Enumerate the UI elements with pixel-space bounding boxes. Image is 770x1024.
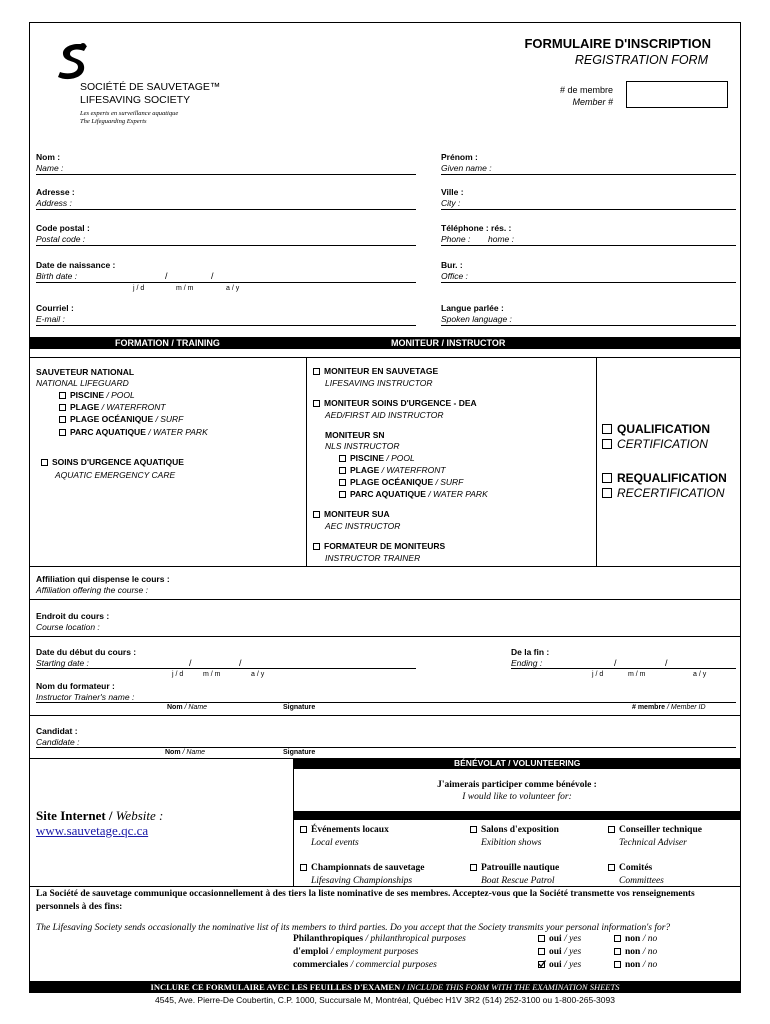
qualification-option[interactable]: QUALIFICATION [602, 422, 710, 436]
privacy-commercial-no[interactable]: non / no [614, 960, 657, 971]
start-date-slash-1: / [189, 658, 192, 668]
given-name-field[interactable] [441, 174, 736, 175]
checkbox-icon[interactable] [300, 826, 307, 833]
postal-code-field[interactable] [36, 245, 416, 246]
birth-date-slash-1: / [165, 271, 168, 281]
privacy-philanthropic-label: Philanthropiques / philanthropical purposes [293, 934, 466, 944]
name-field[interactable] [36, 174, 416, 175]
trainer-name-field[interactable] [36, 702, 736, 703]
birth-date-slash-2: / [211, 271, 214, 281]
home-label: home : [488, 234, 514, 244]
volunteer-local-events[interactable]: Événements locaux [300, 825, 389, 836]
volunteer-question-en: I would like to volunteer for: [462, 792, 572, 802]
birth-date-month-hint: m / m [176, 285, 194, 292]
privacy-employment-label: d'emploi / employment purposes [293, 947, 419, 957]
privacy-philanthropic-no[interactable]: non / no [614, 934, 657, 945]
volunteer-divider-bar [293, 811, 741, 820]
candidate-label-fr: Candidat : [36, 726, 78, 736]
aed-instructor-option[interactable]: MONITEUR SOINS D'URGENCE - DEA [313, 398, 477, 409]
course-location-field[interactable] [29, 636, 741, 637]
birth-date-label: Birth date : [36, 271, 78, 281]
aec-instructor-subtitle: AEC INSTRUCTOR [325, 521, 401, 531]
website-label: Site Internet / Website : [36, 808, 164, 823]
city-field[interactable] [441, 209, 736, 210]
end-date-field[interactable] [511, 668, 736, 669]
checkbox-icon[interactable] [538, 935, 545, 942]
ville-label: Ville : [441, 187, 464, 197]
affiliation-field[interactable] [29, 599, 741, 600]
birth-date-day-hint: j / d [133, 285, 145, 292]
privacy-commercial-label: commerciales / commercial purposes [293, 960, 437, 970]
checkbox-icon[interactable] [313, 368, 320, 375]
footer-bar: INCLURE CE FORMULAIRE AVEC LES FEUILLES D'EXAMEN / INCLUDE THIS FORM WITH THE EXAMINATION SHEETS [29, 982, 741, 993]
aquatic-emergency-care-option[interactable]: SOINS D'URGENCE AQUATIQUE [41, 457, 184, 468]
checkbox-icon[interactable] [313, 400, 320, 407]
formation-training-heading: FORMATION / TRAINING [115, 338, 220, 348]
candidate-signature-caption: Signature [283, 749, 316, 756]
privacy-question-fr: La Société de sauvetage communique occasionnellement à des tiers la liste nominative de ses membres. Acceptez-vous que la Société transmette vos renseignements personnels à des fins: [36, 889, 695, 912]
volunteering-heading: BÉNÉVOLAT / VOLUNTEERING [454, 758, 581, 768]
checkbox-icon[interactable] [602, 424, 612, 434]
training-divider-1 [306, 357, 307, 566]
address-field[interactable] [36, 209, 416, 210]
checkbox-icon[interactable] [339, 479, 346, 486]
course-location-label-fr: Endroit du cours : [36, 611, 110, 621]
checkbox-icon[interactable] [339, 455, 346, 462]
start-day-hint: j / d [172, 671, 184, 678]
aquatic-emergency-care-subtitle: AQUATIC EMERGENCY CARE [55, 470, 176, 480]
trainer-nom-caption: Nom / Name [167, 704, 208, 711]
aec-instructor-option[interactable]: MONITEUR SUA [313, 509, 390, 520]
bur-label: Bur. : [441, 260, 463, 270]
volunteer-bottom-line [29, 886, 741, 887]
volunteer-question-fr: J'aimerais participer comme bénévole : [437, 780, 597, 790]
email-label: E-mail : [36, 314, 65, 324]
trainer-name-label-fr: Nom du formateur : [36, 681, 115, 691]
address-label: Address : [36, 198, 72, 208]
course-location-label-en: Course location : [36, 622, 100, 632]
checkbox-icon[interactable] [614, 935, 621, 942]
checkbox-icon[interactable] [602, 439, 612, 449]
society-logo-icon [56, 42, 90, 80]
training-top-line [29, 357, 741, 358]
affiliation-label-en: Affiliation offering the course : [36, 585, 148, 595]
member-number-label-fr: # de membre [559, 85, 613, 95]
birth-date-year-hint: a / y [226, 285, 240, 292]
privacy-employment-yes[interactable]: oui / yes [538, 947, 581, 958]
lifesaving-instructor-subtitle: LIFESAVING INSTRUCTOR [325, 378, 433, 388]
training-option-waterpark[interactable]: PARC AQUATIQUE / WATER PARK [59, 427, 208, 438]
privacy-employment-no[interactable]: non / no [614, 947, 657, 958]
date-naissance-label: Date de naissance : [36, 260, 116, 270]
code-postal-label: Code postal : [36, 223, 90, 233]
volunteer-exhibition-shows-en: Exibition shows [481, 838, 542, 848]
adresse-label: Adresse : [36, 187, 75, 197]
candidate-field[interactable] [36, 747, 736, 748]
privacy-question-en: The Lifesaving Society sends occasionally the nominative list of its members to third parties. Do you accept that the Society transmits your personal information's for? [36, 923, 671, 933]
instructor-option-waterpark[interactable]: PARC AQUATIQUE / WATER PARK [339, 489, 488, 500]
requalification-option[interactable]: REQUALIFICATION [602, 471, 727, 485]
section-bar [29, 337, 741, 349]
end-date-slash-1: / [614, 658, 617, 668]
office-label: Office : [441, 271, 468, 281]
volunteer-committees-en: Committees [619, 876, 664, 886]
training-bottom-line [29, 566, 741, 567]
volunteer-committees[interactable]: Comités [608, 863, 652, 874]
spoken-language-label: Spoken language : [441, 314, 512, 324]
birth-date-field[interactable] [36, 282, 416, 283]
prenom-label: Prénom : [441, 152, 478, 162]
checkbox-icon[interactable] [59, 429, 66, 436]
national-lifeguard-subtitle: NATIONAL LIFEGUARD [36, 378, 129, 388]
footer-address: 4545, Ave. Pierre-De Coubertin, C.P. 1000, Succursale M, Montréal, Québec H1V 3R2 (514) 252-3100 ou 1-800-265-3093 [155, 995, 615, 1005]
checkbox-icon[interactable] [470, 826, 477, 833]
instructor-trainer-option[interactable]: FORMATEUR DE MONITEURS [313, 541, 445, 552]
member-number-field[interactable] [626, 81, 728, 108]
tagline-fr: Les experts en surveillance aquatique [80, 110, 179, 117]
privacy-philanthropic-yes[interactable]: oui / yes [538, 934, 581, 945]
volunteer-technical-adviser-en: Technical Adviser [619, 838, 687, 848]
instructor-option-pool[interactable]: PISCINE / POOL [339, 453, 415, 464]
lifesaving-instructor-option[interactable]: MONITEUR EN SAUVETAGE [313, 366, 438, 377]
end-date-label-en: Ending : [511, 658, 543, 668]
checkbox-icon[interactable] [602, 488, 612, 498]
recertification-option[interactable]: RECERTIFICATION [602, 486, 725, 500]
checkbox-icon[interactable] [339, 467, 346, 474]
start-date-field[interactable] [36, 668, 416, 669]
checkbox-icon[interactable] [59, 404, 66, 411]
volunteer-left-line [293, 758, 294, 886]
volunteer-boat-rescue-en: Boat Rescue Patrol [481, 876, 555, 886]
checkbox-icon[interactable] [538, 948, 545, 955]
volunteer-championships-en: Lifesaving Championships [311, 876, 413, 886]
trainer-bottom-line [29, 715, 741, 716]
nls-instructor-title: MONITEUR SN [325, 430, 385, 440]
moniteur-instructor-heading: MONITEUR / INSTRUCTOR [391, 338, 506, 348]
volunteer-technical-adviser[interactable]: Conseiller technique [608, 825, 702, 836]
instructor-trainer-subtitle: INSTRUCTOR TRAINER [325, 553, 421, 563]
checkbox-icon[interactable] [608, 826, 615, 833]
tagline-en: The Lifeguarding Experts [80, 118, 147, 125]
trainer-member-id-caption: # membre / Member ID [632, 704, 706, 711]
candidate-nom-caption: Nom / Name [165, 749, 206, 756]
checkbox-icon[interactable] [59, 416, 66, 423]
nom-label: Nom : [36, 152, 61, 162]
checkbox-icon[interactable] [41, 459, 48, 466]
checkbox-icon[interactable] [602, 473, 612, 483]
training-divider-2 [596, 357, 597, 566]
trainer-signature-caption: Signature [283, 704, 316, 711]
checkbox-icon[interactable] [470, 864, 477, 871]
checkbox-icon[interactable] [313, 511, 320, 518]
courriel-label: Courriel : [36, 303, 74, 313]
start-year-hint: a / y [251, 671, 265, 678]
start-date-label-en: Starting date : [36, 658, 89, 668]
website-link[interactable]: www.sauvetage.qc.ca [36, 823, 149, 838]
end-date-slash-2: / [665, 658, 668, 668]
form-title-en: REGISTRATION FORM [574, 53, 708, 67]
volunteer-boat-rescue[interactable]: Patrouille nautique [470, 863, 559, 874]
end-year-hint: a / y [693, 671, 707, 678]
volunteer-exhibition-shows[interactable]: Salons d'exposition [470, 825, 559, 836]
instructor-option-surf[interactable]: PLAGE OCÉANIQUE / SURF [339, 477, 463, 488]
aed-instructor-subtitle: AED/FIRST AID INSTRUCTOR [325, 410, 444, 420]
end-month-hint: m / m [628, 671, 646, 678]
checkbox-icon[interactable] [614, 961, 621, 968]
volunteer-local-events-en: Local events [311, 838, 359, 848]
office-field[interactable] [441, 282, 736, 283]
affiliation-label-fr: Affiliation qui dispense le cours : [36, 574, 170, 584]
checkbox-icon[interactable] [608, 864, 615, 871]
given-name-label: Given name : [441, 163, 492, 173]
trainer-name-label-en: Instructor Trainer's name : [36, 692, 135, 702]
checkbox-icon[interactable] [59, 392, 66, 399]
volunteer-championships[interactable]: Championnats de sauvetage [300, 863, 425, 874]
org-name-en: LIFESAVING SOCIETY [80, 94, 191, 106]
org-name-fr: SOCIÉTÉ DE SAUVETAGE™ [80, 81, 221, 93]
phone-field[interactable] [441, 245, 736, 246]
start-date-label-fr: Date du début du cours : [36, 647, 137, 657]
checkbox-icon[interactable] [614, 948, 621, 955]
telephone-label: Téléphone : rés. : [441, 223, 512, 233]
member-number-label-en: Member # [572, 97, 613, 107]
training-option-waterfront[interactable]: PLAGE / WATERFRONT [59, 402, 166, 413]
checkbox-icon[interactable] [339, 491, 346, 498]
form-title-fr: FORMULAIRE D'INSCRIPTION [524, 36, 711, 51]
phone-label: Phone : [441, 234, 471, 244]
end-date-label-fr: De la fin : [511, 647, 550, 657]
spoken-language-field[interactable] [441, 325, 736, 326]
email-field[interactable] [36, 325, 416, 326]
start-month-hint: m / m [203, 671, 221, 678]
checkbox-icon[interactable] [313, 543, 320, 550]
certification-option[interactable]: CERTIFICATION [602, 437, 708, 451]
volunteering-bar [293, 758, 741, 769]
checkbox-icon[interactable] [300, 864, 307, 871]
national-lifeguard-title: SAUVETEUR NATIONAL [36, 367, 135, 377]
nls-instructor-subtitle: NLS INSTRUCTOR [325, 441, 400, 451]
name-label: Name : [36, 163, 64, 173]
checked-checkbox-icon[interactable] [538, 961, 545, 968]
end-day-hint: j / d [592, 671, 604, 678]
candidate-label-en: Candidate : [36, 737, 80, 747]
instructor-option-waterfront[interactable]: PLAGE / WATERFRONT [339, 465, 446, 476]
privacy-commercial-yes[interactable]: oui / yes [538, 960, 581, 971]
start-date-slash-2: / [239, 658, 242, 668]
city-label: City : [441, 198, 461, 208]
training-option-pool[interactable]: PISCINE / POOL [59, 390, 135, 401]
langue-label: Langue parlée : [441, 303, 504, 313]
training-option-surf[interactable]: PLAGE OCÉANIQUE / SURF [59, 414, 183, 425]
postal-code-label: Postal code : [36, 234, 86, 244]
